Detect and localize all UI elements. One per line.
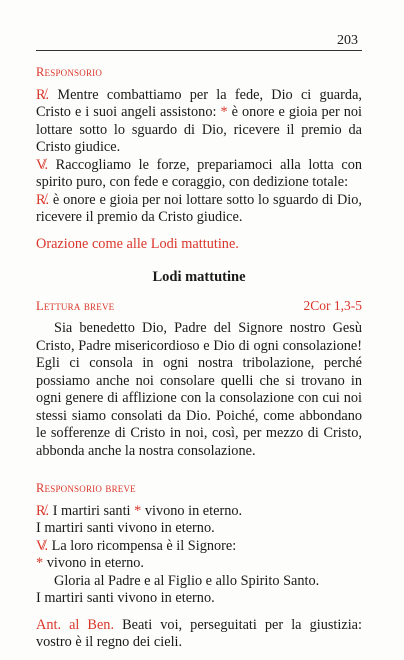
rb-line-5: Gloria al Padre e al Figlio e allo Spirito Santo. — [54, 572, 320, 589]
page-number: 203 — [337, 33, 358, 48]
lettura-header — [36, 297, 362, 316]
rb-line-2: I martiri santi vivono in eterno. — [36, 520, 215, 536]
lettura-label: Lettura breve — [36, 298, 115, 313]
rb-line-3: V̸. La loro ricompensa è il Signore: — [36, 537, 237, 554]
response-symbol: R̸. — [36, 191, 50, 208]
star-mark: * — [134, 502, 142, 519]
page-content — [36, 60, 362, 652]
responsorio-r2: R̸. è onore e gioia per noi lottare sotto lo sguardo di Dio, ricevere il premio da Cristo giudice. — [36, 191, 362, 225]
section-heading: Lodi mattutine — [152, 269, 246, 285]
rb-line-4: * vivono in eterno. — [36, 555, 145, 571]
lettura-text: Sia benedetto Dio, Padre del Signore nostro Gesù Cristo, Padre misericordioso e Dio di ogni consolazione! Egli ci consola in ogni nostra tribolazione, perché possiamo anche noi consolare quelli che si trovano in ogni genere di afflizione con la consolazione con cui noi stessi siamo consolati da Dio. Poiché, come abbondano le sofferenze di Cristo in noi, così, per mezzo di Cristo, abbonda anche la nostra consolazione. — [36, 320, 362, 459]
rb-line-1: R̸. I martiri santi * vivono in eterno. — [36, 502, 243, 519]
versicle-symbol: V̸. — [36, 156, 49, 173]
star-mark: * — [36, 555, 44, 571]
header-rule — [36, 50, 362, 51]
responsorio-label: Responsorio — [36, 65, 103, 79]
star-mark: * — [220, 104, 228, 120]
versicle-symbol: V̸. — [36, 537, 49, 554]
orazione-note: Orazione come alle Lodi mattutine. — [36, 235, 239, 252]
response-symbol: R̸. — [36, 502, 50, 519]
scripture-reference: 2Cor 1,3-5 — [303, 297, 362, 313]
responsorio-r1: R̸. Mentre combattiamo per la fede, Dio ci guarda, Cristo e i suoi angeli assistono: * è onore e gioia per noi lottare sotto lo sguardo di Dio, ricevere il premio da Cristo giudice. — [36, 86, 362, 155]
antifona-text: Beati voi, perseguitati per la giustizia: vostro è il regno dei cieli. — [36, 616, 362, 650]
antifona-label: Ant. al Ben. — [36, 616, 115, 633]
responsorio-breve-label: Responsorio breve — [36, 481, 136, 495]
rb-line-6: I martiri santi vivono in eterno. — [36, 590, 215, 606]
responsorio-versicle: V̸. Raccogliamo le forze, prepariamoci alla lotta con spirito puro, con fede e coraggio, con dedizione totale: — [36, 156, 362, 190]
antifona — [36, 617, 362, 652]
response-symbol: R̸. — [36, 86, 50, 103]
